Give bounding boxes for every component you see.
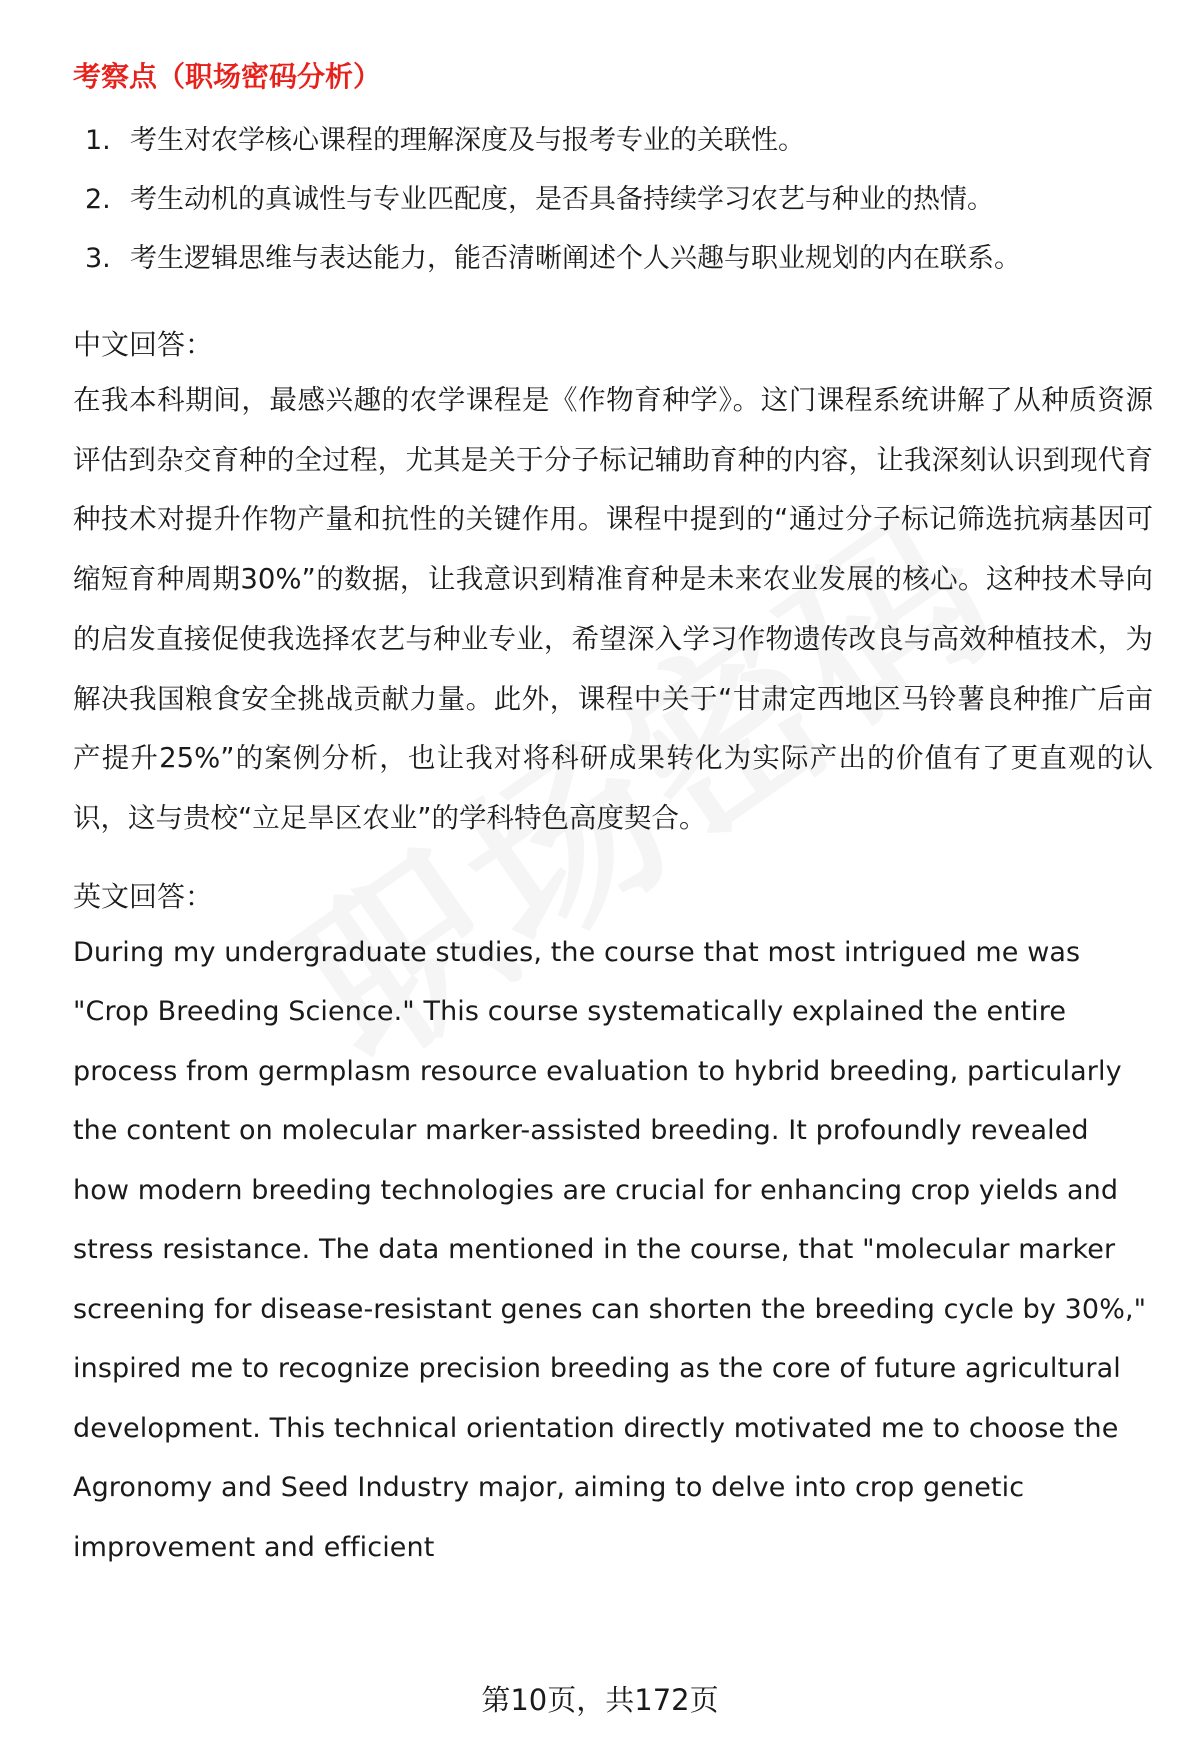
english-answer-heading: 英文回答： xyxy=(73,879,214,913)
list-item-text: 考生动机的真诚性与专业匹配度，是否具备持续学习农艺与种业的热情。 xyxy=(130,184,994,215)
list-item-number: 1. xyxy=(85,125,111,156)
list-item-number: 2. xyxy=(85,184,111,215)
list-item-text: 考生对农学核心课程的理解深度及与报考专业的关联性。 xyxy=(130,125,805,156)
english-answer-body: During my undergraduate studies, the course that most intrigued me was "Crop Breeding Science." This course systematically explained the entire process from germplasm resource evaluation to hybrid breeding, particularly the content on molecular marker-assisted breeding. It profoundly revealed how modern breeding technologies are crucial for enhancing crop yields and stress resistance. The data mentioned in the course, that "molecular marker screening for disease-resistant genes can shorten the breeding cycle by 30%," inspired me to recognize precision breeding as the core of future agricultural development. This technical orientation directly motivated me to choose the Agronomy and Seed Industry major, aiming to delve into crop genetic improvement and efficient xyxy=(73,936,1147,1563)
page-number-footer: 第10页，共172页 xyxy=(481,1683,719,1717)
list-item xyxy=(73,182,1153,218)
list-item xyxy=(73,241,1153,277)
list-item xyxy=(73,123,1153,159)
chinese-answer-heading: 中文回答： xyxy=(73,328,214,361)
list-item-number: 3. xyxy=(85,243,111,274)
page-content xyxy=(73,55,1153,1577)
list-item-text: 考生逻辑思维与表达能力，能否清晰阐述个人兴趣与职业规划的内在联系。 xyxy=(130,243,1021,274)
chinese-answer-body: 在我本科期间，最感兴趣的农学课程是《作物育种学》。这门课程系统讲解了从种质资源评估到杂交育种的全过程，尤其是关于分子标记辅助育种的内容，让我深刻认识到现代育种技术对提升作物产量和抗性的关键作用。课程中提到的“通过分子标记筛选抗病基因可缩短育种周期30%”的数据，让我意识到精准育种是未来农业发展的核心。这种技术导向的启发直接促使我选择农艺与种业专业，希望深入学习作物遗传改良与高效种植技术，为解决我国粮食安全挑战贡献力量。此外，课程中关于“甘肃定西地区马铃薯良种推广后亩产提升25%”的案例分析，也让我对将科研成果转化为实际产出的价值有了更直观的认识，这与贵校“立足旱区农业”的学科特色高度契合。 xyxy=(73,384,1153,834)
section-title: 考察点（职场密码分析） xyxy=(73,60,382,93)
assessment-points-list xyxy=(73,123,1153,277)
